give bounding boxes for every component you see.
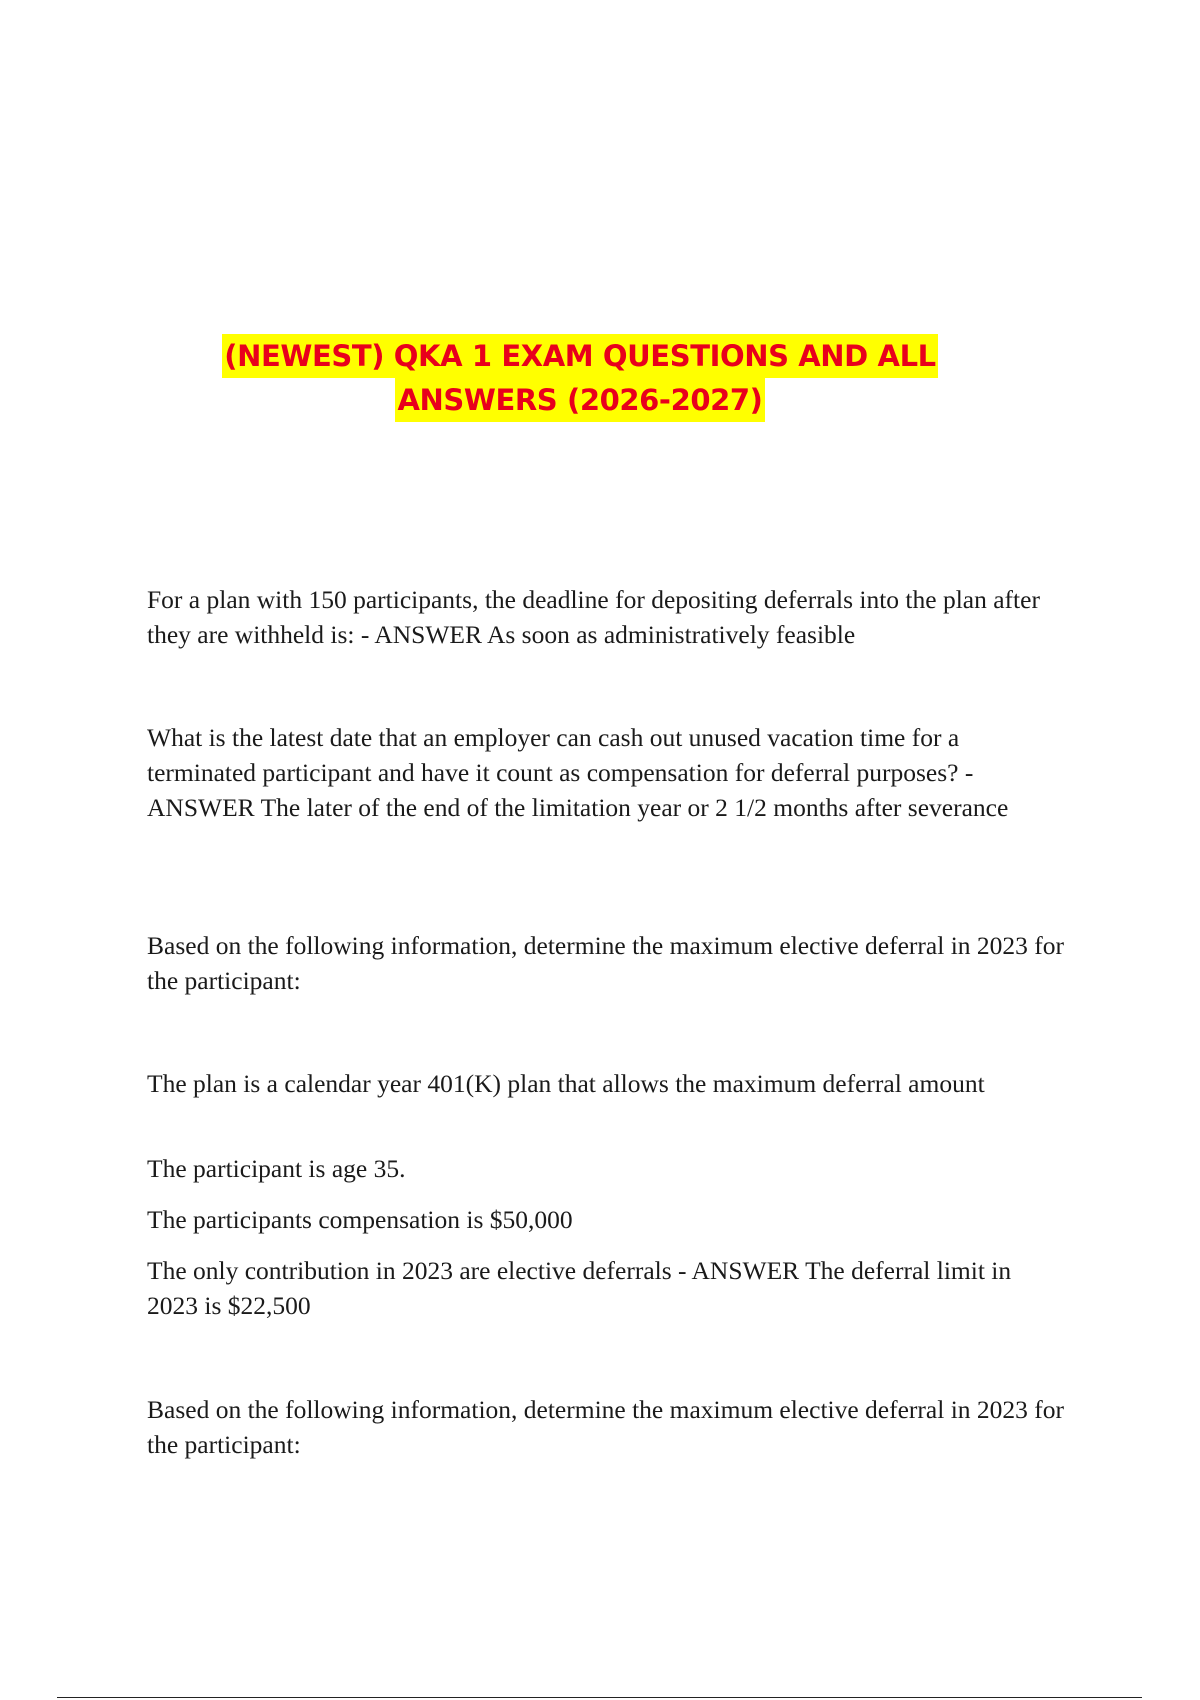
question-paragraph: Based on the following information, determine the maximum elective deferral in 2023 for the participant: (147, 931, 1065, 995)
question-detail: The only contribution in 2023 are elective deferrals - ANSWER The deferral limit in 2023 is $22,500 (147, 1256, 1012, 1320)
question-detail: The plan is a calendar year 401(K) plan that allows the maximum deferral amount (147, 1069, 985, 1098)
question-detail: The participant is age 35. (147, 1154, 406, 1183)
title-line-2: ANSWERS (2026-2027) (395, 378, 764, 422)
footer-divider (57, 1697, 1142, 1698)
title-line-1: (NEWEST) QKA 1 EXAM QUESTIONS AND ALL (222, 334, 938, 378)
document-title (0, 334, 1160, 422)
question-paragraph: For a plan with 150 participants, the deadline for depositing deferrals into the plan after they are withheld is: - ANSWER As soon as administratively feasible (147, 585, 1040, 649)
question-detail: The participants compensation is $50,000 (147, 1205, 573, 1234)
question-paragraph: Based on the following information, determine the maximum elective deferral in 2023 for the participant: (147, 1395, 1065, 1459)
question-paragraph: What is the latest date that an employer can cash out unused vacation time for a terminated participant and have it count as compensation for deferral purposes? - ANSWER The later of the end of the limitation year or 2 1/2 months after severance (147, 723, 1009, 822)
